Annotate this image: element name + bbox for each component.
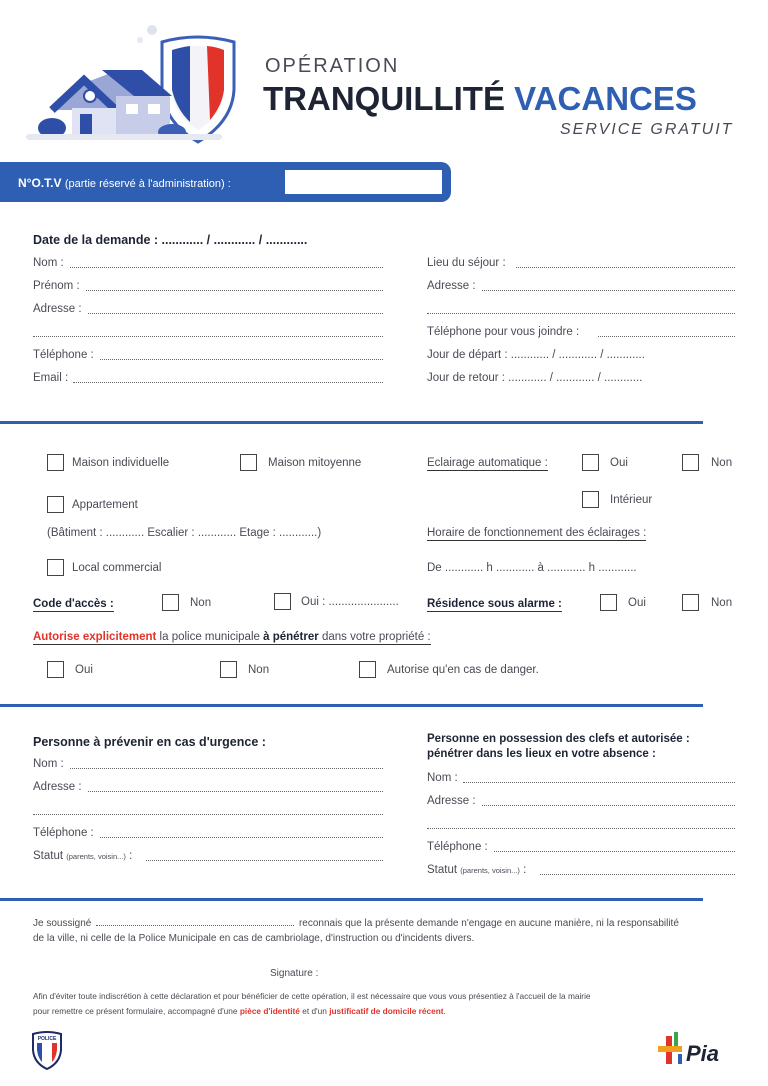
label-telephone: Téléphone :	[33, 349, 94, 361]
signature-area[interactable]	[330, 960, 530, 982]
field-email[interactable]	[73, 382, 383, 383]
field-prenom[interactable]	[86, 290, 383, 291]
checkbox-maison-individuelle[interactable]	[47, 454, 64, 471]
field-soussigne[interactable]	[96, 925, 294, 926]
divider-2	[0, 704, 703, 707]
label-urgence-telephone: Téléphone :	[33, 827, 94, 839]
label-eclairage-non: Non	[711, 457, 733, 469]
autorise-mid: la police municipale	[159, 631, 260, 643]
label-alarme: Résidence sous alarme :	[427, 598, 562, 610]
date-demande: Date de la demande : ............ / ............ / ............	[33, 233, 308, 247]
label-auth-non: Non	[248, 664, 270, 676]
label-prenom: Prénom :	[33, 280, 80, 292]
label-tel-joindre: Téléphone pour vous joindre :	[427, 326, 580, 338]
label-alarme-non: Non	[711, 597, 733, 609]
checkbox-alarme-oui[interactable]	[600, 594, 617, 611]
autorise-red: Autorise explicitement	[33, 631, 157, 643]
soussigne-word: Je soussigné	[33, 918, 92, 929]
clefs-statut-small: (parents, voisin...)	[460, 866, 520, 875]
checkbox-auth-non[interactable]	[220, 661, 237, 678]
label-eclairage-oui: Oui	[610, 457, 628, 469]
checkbox-interieur[interactable]	[582, 491, 599, 508]
label-auth-danger: Autorise qu'en cas de danger.	[387, 664, 539, 676]
label-eclairage: Eclairage automatique :	[427, 457, 548, 469]
label-code-non: Non	[190, 597, 212, 609]
header-title-line1: OPÉRATION	[265, 55, 400, 77]
autorise-end: dans votre propriété :	[321, 631, 431, 643]
field-urgence-nom[interactable]	[70, 768, 383, 769]
field-lieu-sejour[interactable]	[516, 267, 735, 268]
label-code-oui: Oui : ......................	[301, 596, 399, 608]
notice-line2	[33, 1006, 446, 1016]
notice-line1: Afin d'éviter toute indiscrétion à cette déclaration et pour bénéficier de cette opération, il est nécessaire que vous vous présentiez à l'accueil de la mairie	[33, 991, 591, 1001]
statut-word: Statut	[33, 850, 64, 862]
signature-label: Signature :	[270, 968, 319, 979]
field-urgence-telephone[interactable]	[100, 837, 383, 838]
label-urgence-nom: Nom :	[33, 758, 64, 770]
field-urgence-adresse-2[interactable]	[33, 814, 383, 815]
pia-text: Pia	[686, 1041, 720, 1066]
checkbox-code-non[interactable]	[162, 594, 179, 611]
label-code-acces: Code d'accès :	[33, 598, 114, 610]
autorise-statement	[33, 631, 431, 645]
checkbox-alarme-non[interactable]	[682, 594, 699, 611]
field-adresse-sejour[interactable]	[482, 290, 735, 291]
jour-depart[interactable]: Jour de départ : ............ / ............ / ............	[427, 349, 645, 361]
checkbox-eclairage-oui[interactable]	[582, 454, 599, 471]
label-clefs-adresse: Adresse :	[427, 795, 476, 807]
field-clefs-adresse[interactable]	[482, 805, 735, 806]
statut-colon: :	[129, 850, 133, 862]
reconnais-text: reconnais que la présente demande n'engage en aucune manière, ni la responsabilité	[298, 918, 679, 929]
soussigne-line	[33, 918, 679, 929]
label-clefs-telephone: Téléphone :	[427, 841, 488, 853]
checkbox-local-commercial[interactable]	[47, 559, 64, 576]
label-adresse: Adresse :	[33, 303, 82, 315]
label-maison-individuelle: Maison individuelle	[72, 457, 170, 469]
title-word-vacances: VACANCES	[514, 80, 697, 117]
label-appartement: Appartement	[72, 499, 138, 511]
header-subtitle: SERVICE GRATUIT	[560, 121, 734, 138]
label-local-commercial: Local commercial	[72, 562, 162, 574]
divider-3	[0, 898, 703, 901]
checkbox-eclairage-non[interactable]	[682, 454, 699, 471]
notice2-piece: pièce d'identité	[239, 1006, 300, 1016]
label-interieur: Intérieur	[610, 494, 653, 506]
notice2-a: pour remettre ce présent formulaire, accompagné d'une	[33, 1006, 238, 1016]
checkbox-appartement[interactable]	[47, 496, 64, 513]
police-badge-icon	[30, 1030, 64, 1070]
notice2-justificatif: justificatif de domicile récent	[329, 1006, 444, 1016]
field-nom[interactable]	[70, 267, 383, 268]
batiment-details[interactable]: (Bâtiment : ............ Escalier : ............ Etage : ............)	[47, 527, 322, 539]
house-shield-illustration	[22, 22, 247, 152]
divider-1	[0, 421, 703, 424]
field-clefs-telephone[interactable]	[494, 851, 735, 852]
field-telephone[interactable]	[100, 359, 383, 360]
checkbox-auth-danger[interactable]	[359, 661, 376, 678]
otv-label-rest: (partie réservé à l'administration) :	[64, 178, 231, 190]
field-clefs-statut[interactable]	[540, 874, 735, 875]
checkbox-code-oui[interactable]	[274, 593, 291, 610]
field-urgence-adresse[interactable]	[88, 791, 383, 792]
header-title-main	[263, 80, 697, 118]
checkbox-auth-oui[interactable]	[47, 661, 64, 678]
emergency-title: Personne à prévenir en cas d'urgence :	[33, 735, 266, 749]
disclaimer-line2: de la ville, ni celle de la Police Municipale en cas de cambriolage, d'instruction ou d'incidents divers.	[33, 933, 475, 944]
notice2-end: .	[443, 1006, 446, 1016]
label-email: Email :	[33, 372, 69, 384]
clefs-statut-colon: :	[523, 864, 527, 876]
badge-text: POLICE	[37, 1036, 57, 1042]
label-auth-oui: Oui	[75, 664, 93, 676]
otv-number-input[interactable]	[285, 170, 442, 194]
keys-title-2: pénétrer dans les lieux en votre absence :	[427, 748, 656, 760]
label-clefs-nom: Nom :	[427, 772, 458, 784]
title-word-tranquillite: TRANQUILLITÉ	[263, 80, 505, 117]
label-alarme-oui: Oui	[628, 597, 646, 609]
field-adresse-2[interactable]	[33, 336, 383, 337]
statut-small: (parents, voisin...)	[66, 852, 126, 861]
label-urgence-adresse: Adresse :	[33, 781, 82, 793]
label-horaire: Horaire de fonctionnement des éclairages :	[427, 527, 647, 539]
checkbox-maison-mitoyenne[interactable]	[240, 454, 257, 471]
otv-label	[18, 176, 231, 190]
otv-label-bold: N°O.T.V	[18, 176, 62, 190]
field-clefs-nom[interactable]	[463, 782, 735, 783]
label-lieu-sejour: Lieu du séjour :	[427, 257, 506, 269]
horaire-line[interactable]: De ............ h ............ à ............ h ............	[427, 562, 637, 574]
field-urgence-statut[interactable]	[146, 860, 383, 861]
label-nom: Nom :	[33, 257, 64, 269]
label-adresse-sejour: Adresse :	[427, 280, 476, 292]
clefs-statut-word: Statut	[427, 864, 458, 876]
keys-title-1: Personne en possession des clefs et autorisée :	[427, 733, 690, 745]
pia-logo	[658, 1030, 738, 1070]
field-tel-joindre[interactable]	[598, 336, 735, 337]
label-maison-mitoyenne: Maison mitoyenne	[268, 457, 362, 469]
jour-retour[interactable]: Jour de retour : ............ / ............ / ............	[427, 372, 643, 384]
autorise-bold: à pénétrer	[263, 631, 319, 643]
field-clefs-adresse-2[interactable]	[427, 828, 735, 829]
label-urgence-statut	[33, 850, 132, 862]
notice2-b: et d'un	[302, 1006, 327, 1016]
field-adresse-sejour-2[interactable]	[427, 313, 735, 314]
label-clefs-statut	[427, 864, 526, 876]
field-adresse[interactable]	[88, 313, 383, 314]
